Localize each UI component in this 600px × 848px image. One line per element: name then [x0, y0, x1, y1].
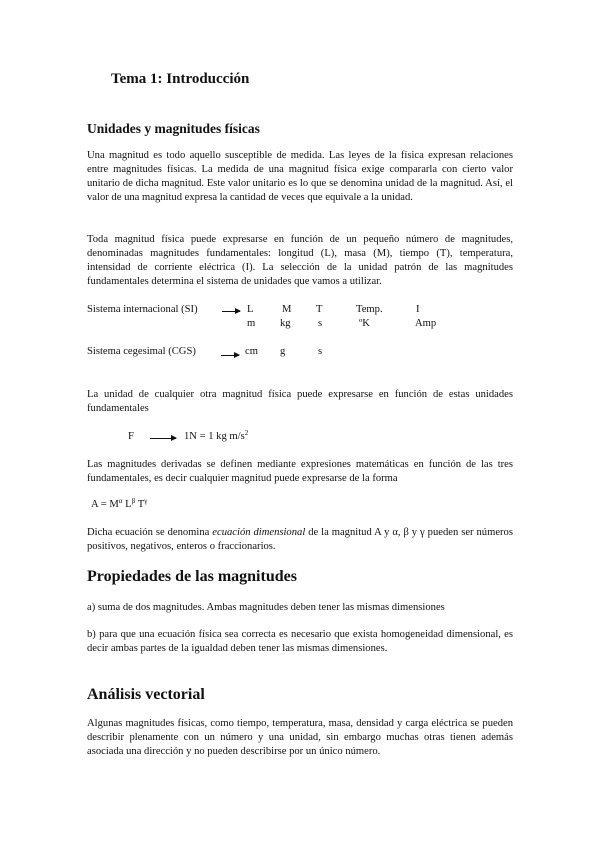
- si-unit-s: s: [318, 318, 323, 329]
- paragraph-fundamental-magnitudes: Toda magnitud física puede expresarse en función de un pequeño número de magnitudes, denominadas magnitudes fundamentales: longitud (L), masa (M), tiempo (T), temperatura, intensidad de corriente eléctrica (I). La selección de la unidad patrón de las magnitudes fundamentales determina el sistema de unidades que vamos a utilizar.: [87, 234, 513, 287]
- cgs-label: Sistema cegesimal (CGS): [87, 346, 196, 357]
- page-title: Tema 1: Introducción: [111, 71, 250, 87]
- section-heading-units: Unidades y magnitudes físicas: [87, 121, 260, 136]
- property-b: b) para que una ecuación física sea correcta es necesario que exista homogeneidad dimensional, es decir ambas partes de la igualdad deben tener las mismas dimensiones.: [87, 629, 513, 654]
- si-magnitude-temp: Temp.: [356, 304, 383, 315]
- property-a: a) suma de dos magnitudes. Ambas magnitudes deben tener las mismas dimensiones: [87, 602, 445, 613]
- si-magnitude-L: L: [247, 304, 254, 315]
- paragraph-derived-magnitudes: Las magnitudes derivadas se definen mediante expresiones matemáticas en función de las tres fundamentales, es decir cualquier magnitud puede expresarse de la forma: [87, 459, 513, 484]
- dimensional-equation-term: ecuación dimensional: [212, 527, 306, 538]
- si-unit-amp: Amp: [415, 318, 437, 329]
- cgs-unit-cm: cm: [245, 346, 258, 357]
- si-unit-m: m: [247, 318, 256, 329]
- si-unit-kg: kg: [280, 318, 291, 329]
- paragraph-magnitud-definition: Una magnitud es todo aquello susceptible de medida. Las leyes de la física expresan relaciones entre magnitudes físicas. La medida de una magnitud física exige compararla con cierto valor unitario de dicha magnitud. Este valor unitario es lo que se denomina unidad de la magnitud. Así, el valor de una magnitud expresa la cantidad de veces que equivale a la unidad.: [87, 150, 513, 203]
- force-symbol: F: [128, 431, 134, 442]
- paragraph-other-units: La unidad de cualquier otra magnitud física puede expresarse en función de estas unidades fundamentales: [87, 389, 513, 414]
- si-label: Sistema internacional (SI): [87, 304, 198, 315]
- cgs-unit-g: g: [280, 346, 286, 357]
- si-magnitude-I: I: [416, 304, 420, 315]
- paragraph-vector-analysis: Algunas magnitudes físicas, como tiempo, temperatura, masa, densidad y carga eléctrica se pueden describir plenamente con un número y una unidad, sin embargo muchas otras tienen además asociada una dirección y no pueden describirse por un único número.: [87, 718, 513, 757]
- cgs-unit-s: s: [318, 346, 323, 357]
- si-magnitude-T: T: [316, 304, 323, 315]
- force-exponent: 2: [244, 429, 249, 437]
- si-magnitude-M: M: [282, 304, 292, 315]
- si-unit-kelvin: ºK: [359, 318, 370, 329]
- dimensional-formula: $A = M^\alpha$ $L^\beta$ $T^\gamma$: [91, 497, 148, 510]
- cgs-arrow-icon: [221, 355, 239, 356]
- si-arrow-icon: [222, 311, 240, 312]
- paragraph-dimensional-equation: Dicha ecuación se denomina ecuación dimensional de la magnitud A y α, β y γ pueden ser números positivos, negativos, enteros o fraccionarios.: [87, 527, 513, 552]
- section-heading-properties: Propiedades de las magnitudes: [87, 568, 297, 585]
- force-arrow-icon: [150, 438, 176, 439]
- force-equation: 1N = 1 kg $m/s^2$: [184, 429, 249, 442]
- section-heading-vector-analysis: Análisis vectorial: [87, 686, 205, 703]
